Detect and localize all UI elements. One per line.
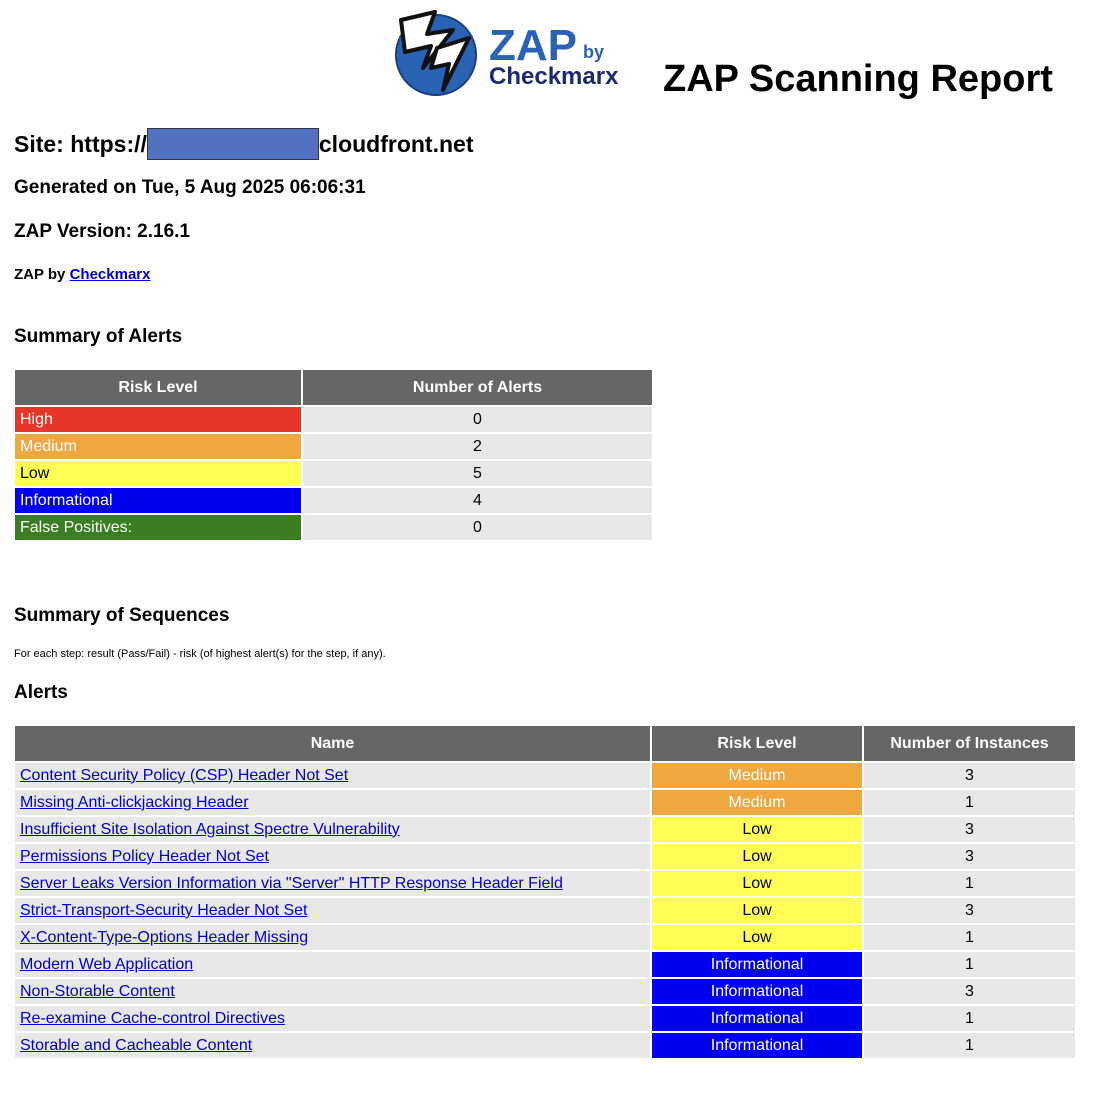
risk-level-cell: False Positives: <box>15 515 301 540</box>
summary-row-false-positives <box>15 515 652 540</box>
table-row <box>15 1033 1075 1058</box>
risk-cell: Low <box>652 817 862 842</box>
summary-alerts-title: Summary of Alerts <box>14 326 183 347</box>
instances-cell: 1 <box>864 1006 1075 1031</box>
summary-alerts-table <box>13 368 654 542</box>
alert-count-cell: 5 <box>303 461 652 486</box>
alerts-table <box>13 724 1077 1060</box>
table-row <box>15 763 1075 788</box>
summary-row-high <box>15 407 652 432</box>
alert-link[interactable]: Non-Storable Content <box>20 982 175 1000</box>
risk-cell: Medium <box>652 763 862 788</box>
risk-level-header: Risk Level <box>15 370 301 405</box>
checkmarx-link[interactable]: Checkmarx <box>69 266 151 283</box>
table-row <box>15 925 1075 950</box>
zap-by-text: ZAP by <box>14 266 66 283</box>
instances-cell: 1 <box>864 871 1075 896</box>
alert-count-cell: 2 <box>303 434 652 459</box>
instances-cell: 3 <box>864 817 1075 842</box>
alert-name-cell <box>15 1006 650 1031</box>
alert-link[interactable]: X-Content-Type-Options Header Missing <box>20 928 309 946</box>
site-suffix: cloudfront.net <box>318 131 474 157</box>
alert-name-cell <box>15 1033 650 1058</box>
alert-count-cell: 0 <box>303 515 652 540</box>
zap-checkmarx-logo <box>391 8 653 98</box>
alert-count-cell: 0 <box>303 407 652 432</box>
alert-link[interactable]: Content Security Policy (CSP) Header Not Set <box>20 766 349 784</box>
sequences-note: For each step: result (Pass/Fail) - risk (of highest alert(s) for the step, if any). <box>14 648 386 660</box>
instances-cell: 1 <box>864 1033 1075 1058</box>
logo-graphic <box>391 8 653 98</box>
summary-row-low <box>15 461 652 486</box>
redacted-hostname <box>147 128 319 160</box>
alert-name-cell <box>15 925 650 950</box>
risk-level-cell: Low <box>15 461 301 486</box>
alert-name-cell <box>15 790 650 815</box>
instances-cell: 3 <box>864 979 1075 1004</box>
table-row <box>15 952 1075 977</box>
instances-header: Number of Instances <box>864 726 1075 761</box>
risk-level-cell: High <box>15 407 301 432</box>
table-row <box>15 817 1075 842</box>
table-row <box>15 871 1075 896</box>
report-title: ZAP Scanning Report <box>663 58 1053 100</box>
zap-version: ZAP Version: 2.16.1 <box>14 221 191 242</box>
risk-cell: Low <box>652 925 862 950</box>
instances-cell: 3 <box>864 844 1075 869</box>
instances-cell: 3 <box>864 763 1075 788</box>
alert-link[interactable]: Storable and Cacheable Content <box>20 1036 253 1054</box>
alert-link[interactable]: Permissions Policy Header Not Set <box>20 847 269 865</box>
alert-link[interactable]: Server Leaks Version Information via "Server" HTTP Response Header Field <box>20 874 563 892</box>
name-header: Name <box>15 726 650 761</box>
alert-link[interactable]: Strict-Transport-Security Header Not Set <box>20 901 308 919</box>
risk-cell: Low <box>652 898 862 923</box>
generated-date: Generated on Tue, 5 Aug 2025 06:06:31 <box>14 177 366 198</box>
summary-sequences-title: Summary of Sequences <box>14 605 230 626</box>
instances-cell: 1 <box>864 790 1075 815</box>
instances-cell: 3 <box>864 898 1075 923</box>
risk-cell: Informational <box>652 1033 862 1058</box>
alert-link[interactable]: Modern Web Application <box>20 955 194 973</box>
alerts-header-row <box>15 726 1075 761</box>
risk-cell: Informational <box>652 1006 862 1031</box>
risk-cell: Medium <box>652 790 862 815</box>
alert-link[interactable]: Re-examine Cache-control Directives <box>20 1009 285 1027</box>
alert-name-cell <box>15 763 650 788</box>
risk-cell: Low <box>652 844 862 869</box>
alert-link[interactable]: Insufficient Site Isolation Against Spectre Vulnerability <box>20 820 400 838</box>
site-heading <box>14 128 473 160</box>
summary-row-medium <box>15 434 652 459</box>
alert-name-cell <box>15 817 650 842</box>
risk-cell: Low <box>652 871 862 896</box>
alerts-title: Alerts <box>14 682 68 703</box>
zap-by-line <box>14 266 150 283</box>
table-row <box>15 898 1075 923</box>
alert-name-cell <box>15 952 650 977</box>
logo-zap-text: ZAP <box>489 21 577 70</box>
alert-name-cell <box>15 979 650 1004</box>
logo-by-text: by <box>583 42 605 62</box>
table-row <box>15 790 1075 815</box>
alert-name-cell <box>15 871 650 896</box>
site-prefix: Site: https:// <box>14 131 147 157</box>
risk-level-cell: Informational <box>15 488 301 513</box>
alert-link[interactable]: Missing Anti-clickjacking Header <box>20 793 249 811</box>
risk-level-cell: Medium <box>15 434 301 459</box>
alert-count-cell: 4 <box>303 488 652 513</box>
summary-header-row <box>15 370 652 405</box>
summary-row-informational <box>15 488 652 513</box>
alert-name-cell <box>15 898 650 923</box>
number-of-alerts-header: Number of Alerts <box>303 370 652 405</box>
instances-cell: 1 <box>864 925 1075 950</box>
table-row <box>15 844 1075 869</box>
alert-name-cell <box>15 844 650 869</box>
instances-cell: 1 <box>864 952 1075 977</box>
risk-cell: Informational <box>652 979 862 1004</box>
table-row <box>15 979 1075 1004</box>
risk-level-header: Risk Level <box>652 726 862 761</box>
logo-checkmarx-text: Checkmarx <box>489 63 619 90</box>
table-row <box>15 1006 1075 1031</box>
risk-cell: Informational <box>652 952 862 977</box>
